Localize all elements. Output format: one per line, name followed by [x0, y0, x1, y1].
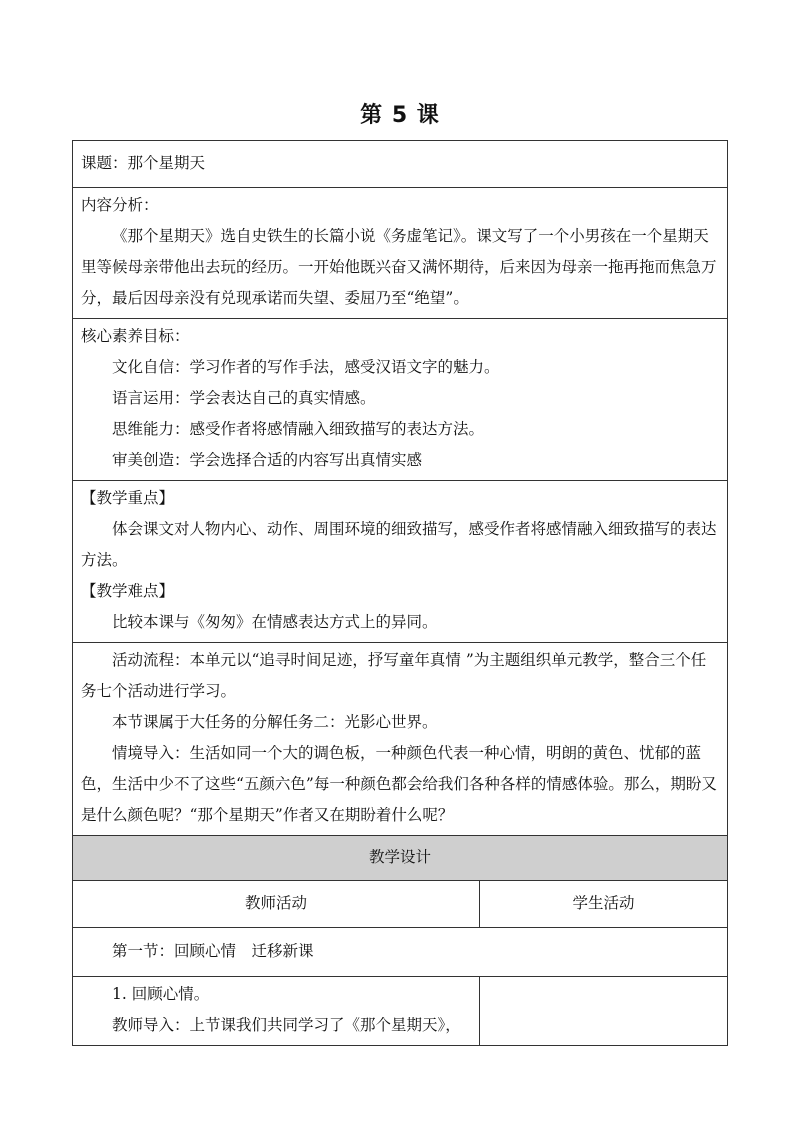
column-header-row — [73, 881, 728, 928]
activity-flow: 活动流程：本单元以“追寻时间足迹，抒写童年真情 ”为主题组织单元教学，整合三个任务七个活动进行学习。 — [81, 651, 707, 700]
design-header-cell: 教学设计 — [73, 836, 728, 881]
step-title: 1. 回顾心情。 — [112, 985, 210, 1003]
difficulty-heading: 【教学难点】 — [81, 582, 175, 600]
key-points-row — [73, 481, 728, 643]
goal-item-aesthetics: 审美创造：学会选择合适的内容写出真情实感 — [112, 451, 423, 469]
design-header-row — [73, 836, 728, 881]
page-title: 第 5 课 — [360, 103, 440, 128]
section-row — [73, 928, 728, 977]
activity-cell — [73, 643, 728, 836]
content-analysis-body: 《那个星期天》选自史铁生的长篇小说《务虚笔记》。课文写了一个小男孩在一个星期天里等候母亲带他出去玩的经历。一开始他既兴奋又满怀期待，后来因为母亲一拖再拖而焦急万分，最后因母亲没有兑现承诺而失望、委屈乃至“绝望”。 — [81, 227, 717, 307]
section-cell — [73, 928, 728, 977]
step-body: 教师导入：上节课我们共同学习了《那个星期天》， — [112, 1016, 461, 1034]
key-points-body: 体会课文对人物内心、动作、周围环境的细致描写，感受作者将感情融入细致描写的表达方法。 — [81, 520, 717, 569]
topic-text: 课题：那个星期天 — [81, 153, 206, 172]
activity-task: 本节课属于大任务的分解任务二：光影心世界。 — [112, 713, 438, 731]
content-analysis-cell — [73, 188, 728, 319]
activity-row — [73, 643, 728, 836]
key-points-heading: 【教学重点】 — [81, 489, 175, 507]
core-goals-cell — [73, 319, 728, 481]
topic-cell — [73, 141, 728, 188]
core-goals-row — [73, 319, 728, 481]
section-title: 第一节：回顾心情 迁移新课 — [112, 941, 314, 960]
goal-item-culture: 文化自信：学习作者的写作手法，感受汉语文字的魅力。 — [112, 358, 500, 376]
teacher-activity-header: 教师活动 — [73, 881, 480, 928]
student-step-cell — [480, 977, 728, 1046]
activity-intro: 情境导入：生活如同一个大的调色板，一种颜色代表一种心情，明朗的黄色、忧郁的蓝色，生活中少不了这些“五颜六色”每一种颜色都会给我们各种各样的情感体验。那么，期盼又是什么颜色呢？“那个星期天”作者又在期盼着什么呢？ — [81, 744, 717, 824]
core-goals-heading: 核心素养目标： — [81, 327, 190, 345]
lesson-plan-table — [72, 140, 728, 1046]
content-analysis-heading: 内容分析： — [81, 196, 159, 214]
goal-item-language: 语言运用：学会表达自己的真实情感。 — [112, 389, 376, 407]
student-activity-header: 学生活动 — [480, 881, 728, 928]
topic-row — [73, 141, 728, 188]
teacher-step-cell — [73, 977, 480, 1046]
difficulty-body: 比较本课与《匆匆》在情感表达方式上的异同。 — [112, 613, 438, 631]
key-points-cell — [73, 481, 728, 643]
goal-item-thinking: 思维能力：感受作者将感情融入细致描写的表达方法。 — [112, 420, 485, 438]
content-analysis-row — [73, 188, 728, 319]
step-row — [73, 977, 728, 1046]
